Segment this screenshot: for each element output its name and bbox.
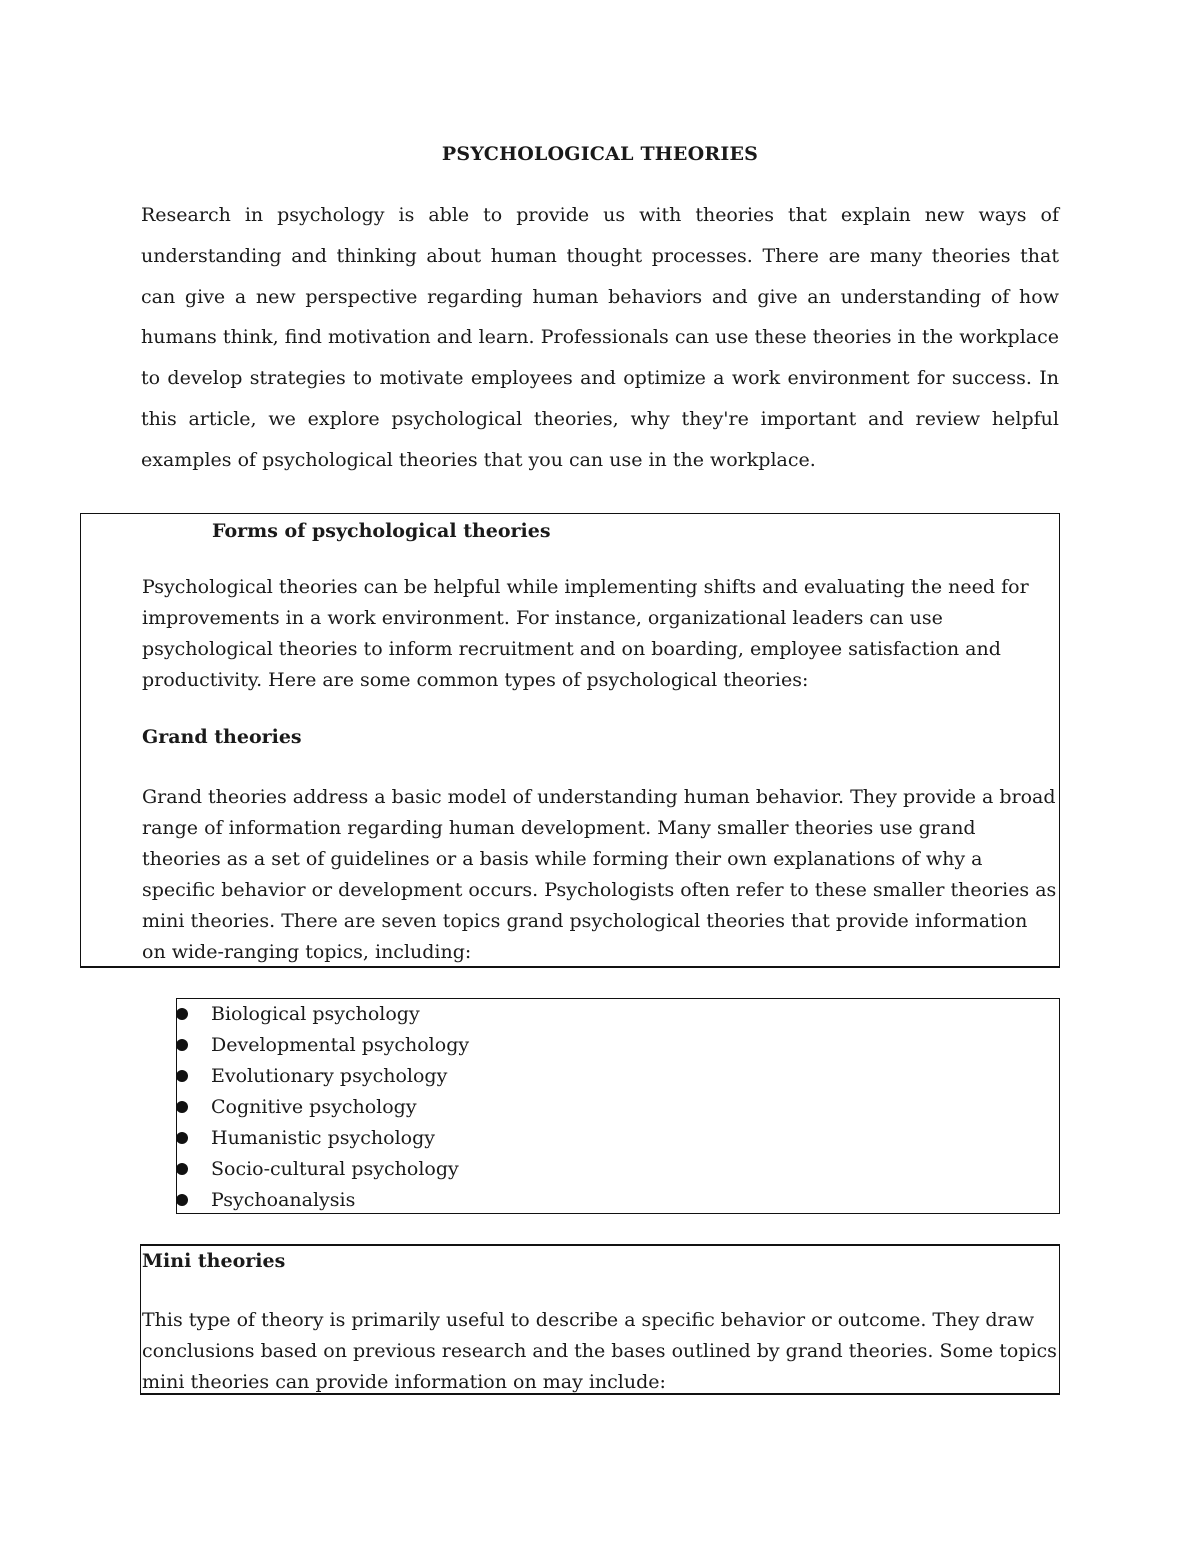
grand-theories-heading: Grand theories: [142, 726, 302, 748]
list-item: [177, 1030, 469, 1061]
list-item-label: Biological psychology: [211, 1003, 420, 1025]
list-item: [177, 1154, 469, 1185]
forms-section-box: [80, 513, 1060, 968]
list-item-label: Developmental psychology: [211, 1034, 470, 1056]
grand-theories-list: [177, 999, 469, 1214]
bullet-icon: [176, 1101, 188, 1113]
grand-theories-paragraph: Grand theories address a basic model of understanding human behavior. They provide a broad range of information regarding human development. Many smaller theories use grand theories as a set of guidelines or a basis while forming their own explanations of why a specific behavior or development occurs. Psychologists often refer to these smaller theories as mini theories. There are seven topics grand psychological theories that provide information on wide-ranging topics, including:: [142, 786, 1057, 963]
bullet-icon: [176, 1132, 188, 1144]
page-title: PSYCHOLOGICAL THEORIES: [441, 143, 759, 165]
bullet-icon: [176, 1194, 188, 1206]
mini-theories-heading: Mini theories: [142, 1250, 286, 1272]
bullet-icon: [176, 1039, 188, 1051]
list-item-label: Socio-cultural psychology: [211, 1158, 459, 1180]
intro-paragraph: Research in psychology is able to provide us with theories that explain new ways of understanding and thinking about human thought processes. There are many theories that can give a new perspective regarding human behaviors and give an understanding of how humans think, find motivation and learn. Professionals can use these theories in the workplace to develop strategies to motivate employees and optimize a work environment for success. In this article, we explore psychological theories, why they're important and review helpful examples of psychological theories that you can use in the workplace.: [141, 204, 1059, 471]
bullet-icon: [176, 1008, 188, 1020]
list-item-label: Cognitive psychology: [211, 1096, 417, 1118]
list-item: [177, 1123, 469, 1154]
list-item-label: Evolutionary psychology: [211, 1065, 448, 1087]
forms-heading: Forms of psychological theories: [212, 520, 551, 542]
list-item: [177, 1185, 469, 1214]
list-item-label: Psychoanalysis: [211, 1189, 356, 1211]
list-item: [177, 1061, 469, 1092]
list-item: [177, 1092, 469, 1123]
forms-paragraph: Psychological theories can be helpful while implementing shifts and evaluating the need for improvements in a work environment. For instance, organizational leaders can use psychological theories to inform recruitment and on boarding, employee satisfaction and productivity. Here are some common types of psychological theories:: [142, 576, 1029, 691]
bullet-icon: [176, 1070, 188, 1082]
grand-theories-list-box: [176, 998, 1060, 1214]
bullet-icon: [176, 1163, 188, 1175]
mini-theories-box: [140, 1244, 1060, 1395]
list-item: [177, 999, 469, 1030]
list-item-label: Humanistic psychology: [211, 1127, 435, 1149]
mini-theories-paragraph: This type of theory is primarily useful to describe a specific behavior or outcome. They draw conclusions based on previous research and the bases outlined by grand theories. Some topics mini theories can provide information on may include:: [142, 1309, 1057, 1393]
